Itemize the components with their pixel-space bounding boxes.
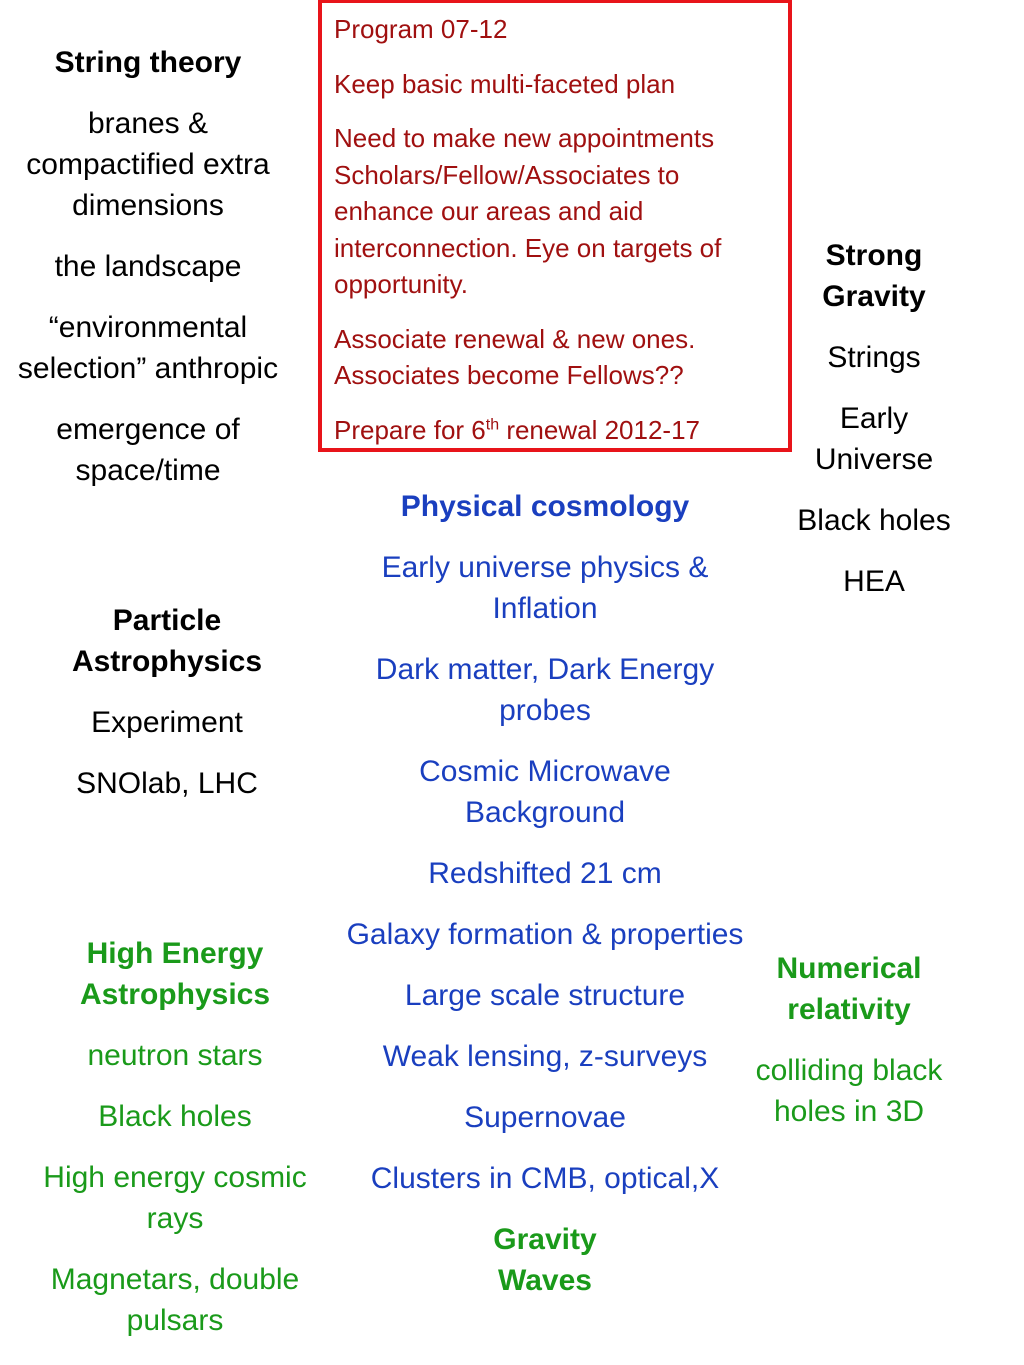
high-energy-astrophysics-heading: High Energy Astrophysics [79,937,271,1011]
particle-astrophysics-item: SNOlab, LHC [76,767,258,800]
program-plan: Keep basic multi-faceted plan [334,68,676,99]
high-energy-astrophysics-item: Black holes [98,1100,252,1133]
strong-gravity-heading: Strong Gravity [822,239,926,313]
program-associates-2: Associates become Fellows?? [334,360,684,390]
string-theory-heading: String theory [54,46,242,79]
string-theory-item: branes & compactified extra dimensions [26,107,270,222]
strong-gravity-section [784,235,964,602]
physical-cosmology-item: Galaxy formation & properties [346,918,744,951]
string-theory-item: “environmental selection” anthropic [17,311,279,385]
physical-cosmology-item: Clusters in CMB, optical,X [370,1162,720,1195]
program-title: Program 07-12 [334,14,508,44]
numerical-relativity-heading: Numerical relativity [776,952,922,1026]
string-theory-item: the landscape [54,250,242,283]
physical-cosmology-item: Early universe physics & Inflation [381,551,709,625]
numerical-relativity-section [736,948,962,1132]
program-prepare-before: Prepare for 6 [334,414,486,445]
strong-gravity-item: Black holes [797,504,951,537]
gravity-waves-heading: Gravity Waves [493,1223,597,1297]
strong-gravity-item: Early Universe [814,402,934,476]
physical-cosmology-item: Dark matter, Dark Energy probes [375,653,715,727]
string-theory-item: emergence of space/time [56,413,240,487]
program-prepare [334,412,782,449]
program-prepare-after: renewal 2012-17 [499,414,701,445]
high-energy-astrophysics-item: High energy cosmic rays [43,1161,307,1235]
numerical-relativity-item: colliding black holes in 3D [755,1054,943,1128]
strong-gravity-item: Strings [827,341,921,374]
particle-astrophysics-heading: Particle Astrophysics [71,604,263,678]
physical-cosmology-item: Large scale structure [404,979,686,1012]
high-energy-astrophysics-item: neutron stars [87,1039,263,1072]
physical-cosmology-heading: Physical cosmology [400,490,690,523]
program-appointments: Need to make new appointments Scholars/Fellow/Associates to enhance our areas and aid interconnection. Eye on targets of opportunity. [334,123,722,299]
physical-cosmology-item: Cosmic Microwave Background [419,755,671,829]
particle-astrophysics-section [32,600,302,804]
program-box [318,0,792,452]
strong-gravity-item: HEA [843,565,905,598]
physical-cosmology-item: Weak lensing, z-surveys [382,1040,708,1073]
string-theory-section [0,42,296,491]
particle-astrophysics-item: Experiment [91,706,243,739]
high-energy-astrophysics-item: Magnetars, double pulsars [50,1263,300,1337]
high-energy-astrophysics-section [20,933,330,1341]
physical-cosmology-item: Supernovae [464,1101,626,1134]
physical-cosmology-section [340,486,750,1301]
program-prepare-sup: th [485,415,500,433]
program-associates-1: Associate renewal & new ones. [334,323,696,354]
physical-cosmology-item: Redshifted 21 cm [428,857,662,890]
